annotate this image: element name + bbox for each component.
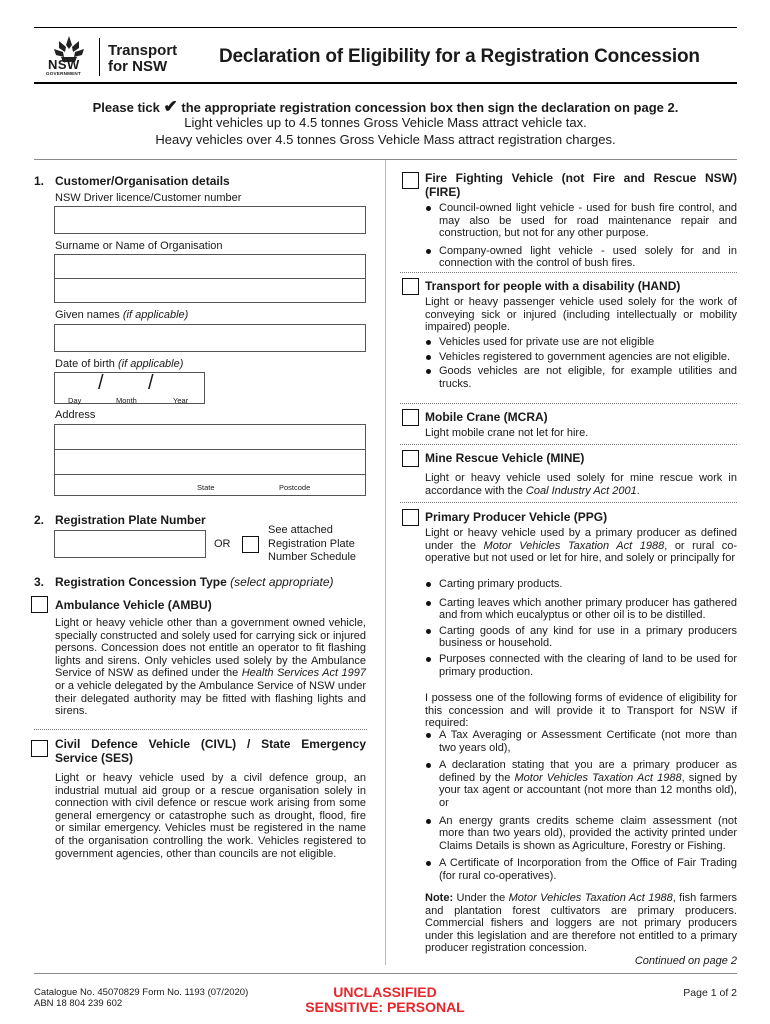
classification-line-2: SENSITIVE: PERSONAL <box>305 999 465 1015</box>
ppg-text-a: Light or heavy vehicle used by a primary producer as defined under the <box>425 527 737 552</box>
hand-bullet-3: Goods vehicles are not eligible, for example utilities and trucks. <box>425 365 737 390</box>
dob-day-label: Day <box>68 396 82 405</box>
ambu-checkbox[interactable] <box>31 596 48 613</box>
fire-title: Fire Fighting Vehicle (not Fire and Rescue NSW) (FIRE) <box>425 171 737 199</box>
ambu-description <box>55 617 366 718</box>
logo-subtext: GOVERNMENT <box>46 71 81 76</box>
page-title: Declaration of Eligibility for a Registration Concession <box>219 46 700 67</box>
ppg-evidence-2-a: A declaration stating that you are a primary producer as defined by the <box>439 759 737 784</box>
ambu-text-a: Light or heavy vehicle other than a government owned vehicle, specially constructed and solely used for carrying sick or injured persons. Concession does not entitle an operator to fit flashing lights and sirens. Only vehicles used solely by the Ambulance Service of NSW as defined under the <box>55 617 366 680</box>
agency-line-1: Transport <box>108 42 178 59</box>
attached-line-2: Registration Plate <box>268 537 355 550</box>
or-label: OR <box>214 538 231 550</box>
civl-title: Civil Defence Vehicle (CIVL) / State Emergency Service (SES) <box>55 737 366 765</box>
attached-schedule-label <box>268 524 356 565</box>
section-3-title <box>55 575 334 589</box>
ppg-note-b: , fish farmers and plantation forest cultivators are primary producers. Commercial fishers and loggers are not primary producers under this legislation and are therefore not entitled to a primary producer registration concession. <box>425 892 737 955</box>
plate-number-input[interactable] <box>54 530 206 558</box>
given-names-label <box>55 309 188 321</box>
mcra-description: Light mobile crane not let for hire. <box>425 427 589 439</box>
mine-title: Mine Rescue Vehicle (MINE) <box>425 451 585 465</box>
abn: ABN 18 804 239 602 <box>34 998 123 1009</box>
surname-input-line-2[interactable] <box>54 278 366 303</box>
hand-bullet-2: Vehicles registered to government agencies are not eligible. <box>425 351 737 364</box>
section-2-number: 2. <box>34 513 45 527</box>
logo-text: NSW <box>48 57 80 72</box>
mine-description <box>425 472 737 497</box>
mine-checkbox[interactable] <box>402 450 419 467</box>
intro-tick-suffix: the appropriate registration concession box then sign the declaration on page 2. <box>181 100 679 115</box>
ppg-bullet-3: Carting goods of any kind for use in a primary producers business or household. <box>425 625 737 650</box>
ppg-description <box>425 527 737 565</box>
intro-tick-prefix: Please tick <box>92 100 160 115</box>
fire-bullet-2: Company-owned light vehicle - used solely for and in connection with the control of bush fires. <box>425 245 737 270</box>
ppg-act: Motor Vehicles Taxation Act 1988 <box>483 539 665 552</box>
ppg-bullets <box>425 578 737 681</box>
civl-description: Light or heavy vehicle used by a civil defence group, an industrial mutual aid group or a rescue organisation solely in connection with civil defence or rescue work arising from some general emergency or catastrophe such as drought, flood, fire or similar emergency. Vehicles must be registered in the name of the organisation controlling the work. Vehicles registered to government agencies, other than councils are not eligible. <box>55 772 366 860</box>
licence-input[interactable] <box>54 206 366 234</box>
fire-bullets <box>425 202 737 275</box>
section-3-title-text: Registration Concession Type <box>55 575 227 589</box>
ppg-bullet-1: Carting primary products. <box>425 578 737 591</box>
dob-text: Date of birth <box>55 358 115 370</box>
fire-bullet-1: Council-owned light vehicle - used for bush fire control, and may also be used for road maintenance repair and construction, but not for any other purpose. <box>425 202 737 240</box>
attached-line-1: See attached <box>268 524 333 536</box>
mcra-checkbox[interactable] <box>402 409 419 426</box>
ppg-title: Primary Producer Vehicle (PPG) <box>425 510 608 524</box>
address-input-line-2[interactable] <box>54 449 366 475</box>
ppg-evidence-list <box>425 729 737 888</box>
address-input-line-1[interactable] <box>54 424 366 450</box>
ppg-note <box>425 892 737 955</box>
mine-text-b: . <box>636 484 640 497</box>
page-number: Page 1 of 2 <box>683 987 737 999</box>
ppg-evidence-1: A Tax Averaging or Assessment Certificate (not more than two years old), <box>425 729 737 754</box>
dob-year-label: Year <box>173 396 189 405</box>
section-2-title: Registration Plate Number <box>55 513 206 527</box>
ppg-evidence-2-b: , signed by your tax agent or accountant (not more than 12 months old), or <box>439 771 737 809</box>
dob-month-label: Month <box>116 396 137 405</box>
surname-input-line-1[interactable] <box>54 254 366 279</box>
section-3-note: (select appropriate) <box>230 575 334 589</box>
continued-note: Continued on page 2 <box>634 955 737 967</box>
agency-name <box>108 43 177 75</box>
hand-description: Light or heavy passenger vehicle used solely for the work of conveying sick or injured (including intellectually or mobility impaired) people. <box>425 296 737 334</box>
dob-slash-2: / <box>148 372 154 394</box>
licence-label: NSW Driver licence/Customer number <box>55 192 242 204</box>
hand-checkbox[interactable] <box>402 278 419 295</box>
ppg-checkbox[interactable] <box>402 509 419 526</box>
catalogue-number: Catalogue No. 45070829 Form No. 1193 (07/2020) <box>34 987 249 998</box>
logo-divider <box>99 38 100 76</box>
dob-label <box>55 358 183 370</box>
fire-checkbox[interactable] <box>402 172 419 189</box>
ppg-bullet-2: Carting leaves which another primary producer has gathered and from which eucalyptus or other oil is to be distilled. <box>425 597 737 622</box>
mcra-title: Mobile Crane (MCRA) <box>425 410 548 424</box>
surname-label: Surname or Name of Organisation <box>55 240 223 252</box>
intro-line-2: Light vehicles up to 4.5 tonnes Gross Vehicle Mass attract vehicle tax. <box>184 115 587 130</box>
ambu-act: Health Services Act 1997 <box>241 667 366 680</box>
ppg-note-label: Note: <box>425 892 454 904</box>
hand-bullets <box>425 336 737 392</box>
dob-slash-1: / <box>98 372 104 394</box>
dob-note: (if applicable) <box>117 358 184 370</box>
given-names-text: Given names <box>55 309 120 321</box>
ppg-evidence-4: A Certificate of Incorporation from the Office of Fair Trading (for rural co-operatives). <box>425 857 737 882</box>
agency-line-2: for NSW <box>108 58 168 75</box>
ppg-note-a: Under the <box>453 892 509 904</box>
intro-tick-line <box>34 97 737 117</box>
attached-schedule-checkbox[interactable] <box>242 536 259 553</box>
section-1-title: Customer/Organisation details <box>55 174 230 188</box>
given-names-note: (if applicable) <box>122 309 189 321</box>
nsw-government-logo <box>46 33 92 79</box>
intro-line-3: Heavy vehicles over 4.5 tonnes Gross Vehicle Mass attract registration charges. <box>155 132 616 147</box>
address-label: Address <box>55 409 96 421</box>
ppg-text-b: , or rural co-operative but not used or let for hire, and solely or principally for <box>425 539 737 565</box>
civl-checkbox[interactable] <box>31 740 48 757</box>
mine-text-a: Light or heavy vehicle used solely for mine rescue work in accordance with the <box>425 472 737 497</box>
attached-line-3: Number Schedule <box>268 551 357 563</box>
postcode-label: Postcode <box>279 483 311 492</box>
ppg-bullet-4: Purposes connected with the clearing of land to be used for primary production. <box>425 653 737 678</box>
column-divider <box>385 160 386 965</box>
ppg-evidence-2-act: Motor Vehicles Taxation Act 1988 <box>514 771 682 784</box>
ambu-title: Ambulance Vehicle (AMBU) <box>55 598 212 612</box>
ppg-note-act: Motor Vehicles Taxation Act 1988 <box>508 892 673 904</box>
ppg-evidence-intro: I possess one of the following forms of evidence of eligibility for this concession and will provide it to Transport for NSW if required: <box>425 692 737 730</box>
state-label: State <box>197 483 215 492</box>
classification-line-1: UNCLASSIFIED <box>333 984 437 1000</box>
classification-label <box>285 985 485 1015</box>
section-3-number: 3. <box>34 575 45 589</box>
mine-act: Coal Industry Act 2001 <box>525 484 637 497</box>
ambu-text-b: or a vehicle delegated by the Ambulance Service of NSW under their delegated authority may be fitted with flashing lights and sirens. <box>55 679 366 718</box>
section-1-number: 1. <box>34 174 45 188</box>
ppg-evidence-3: An energy grants credits scheme claim assessment (not more than two years old), provided the activity printed under Claims Details is shown as Agriculture, Forestry or Fishing. <box>425 815 737 853</box>
tick-icon: ✔ <box>163 97 178 116</box>
hand-bullet-1: Vehicles used for private use are not eligible <box>425 336 737 349</box>
given-names-input[interactable] <box>54 324 366 352</box>
hand-title: Transport for people with a disability (HAND) <box>425 279 681 293</box>
ppg-evidence-2 <box>425 759 737 809</box>
